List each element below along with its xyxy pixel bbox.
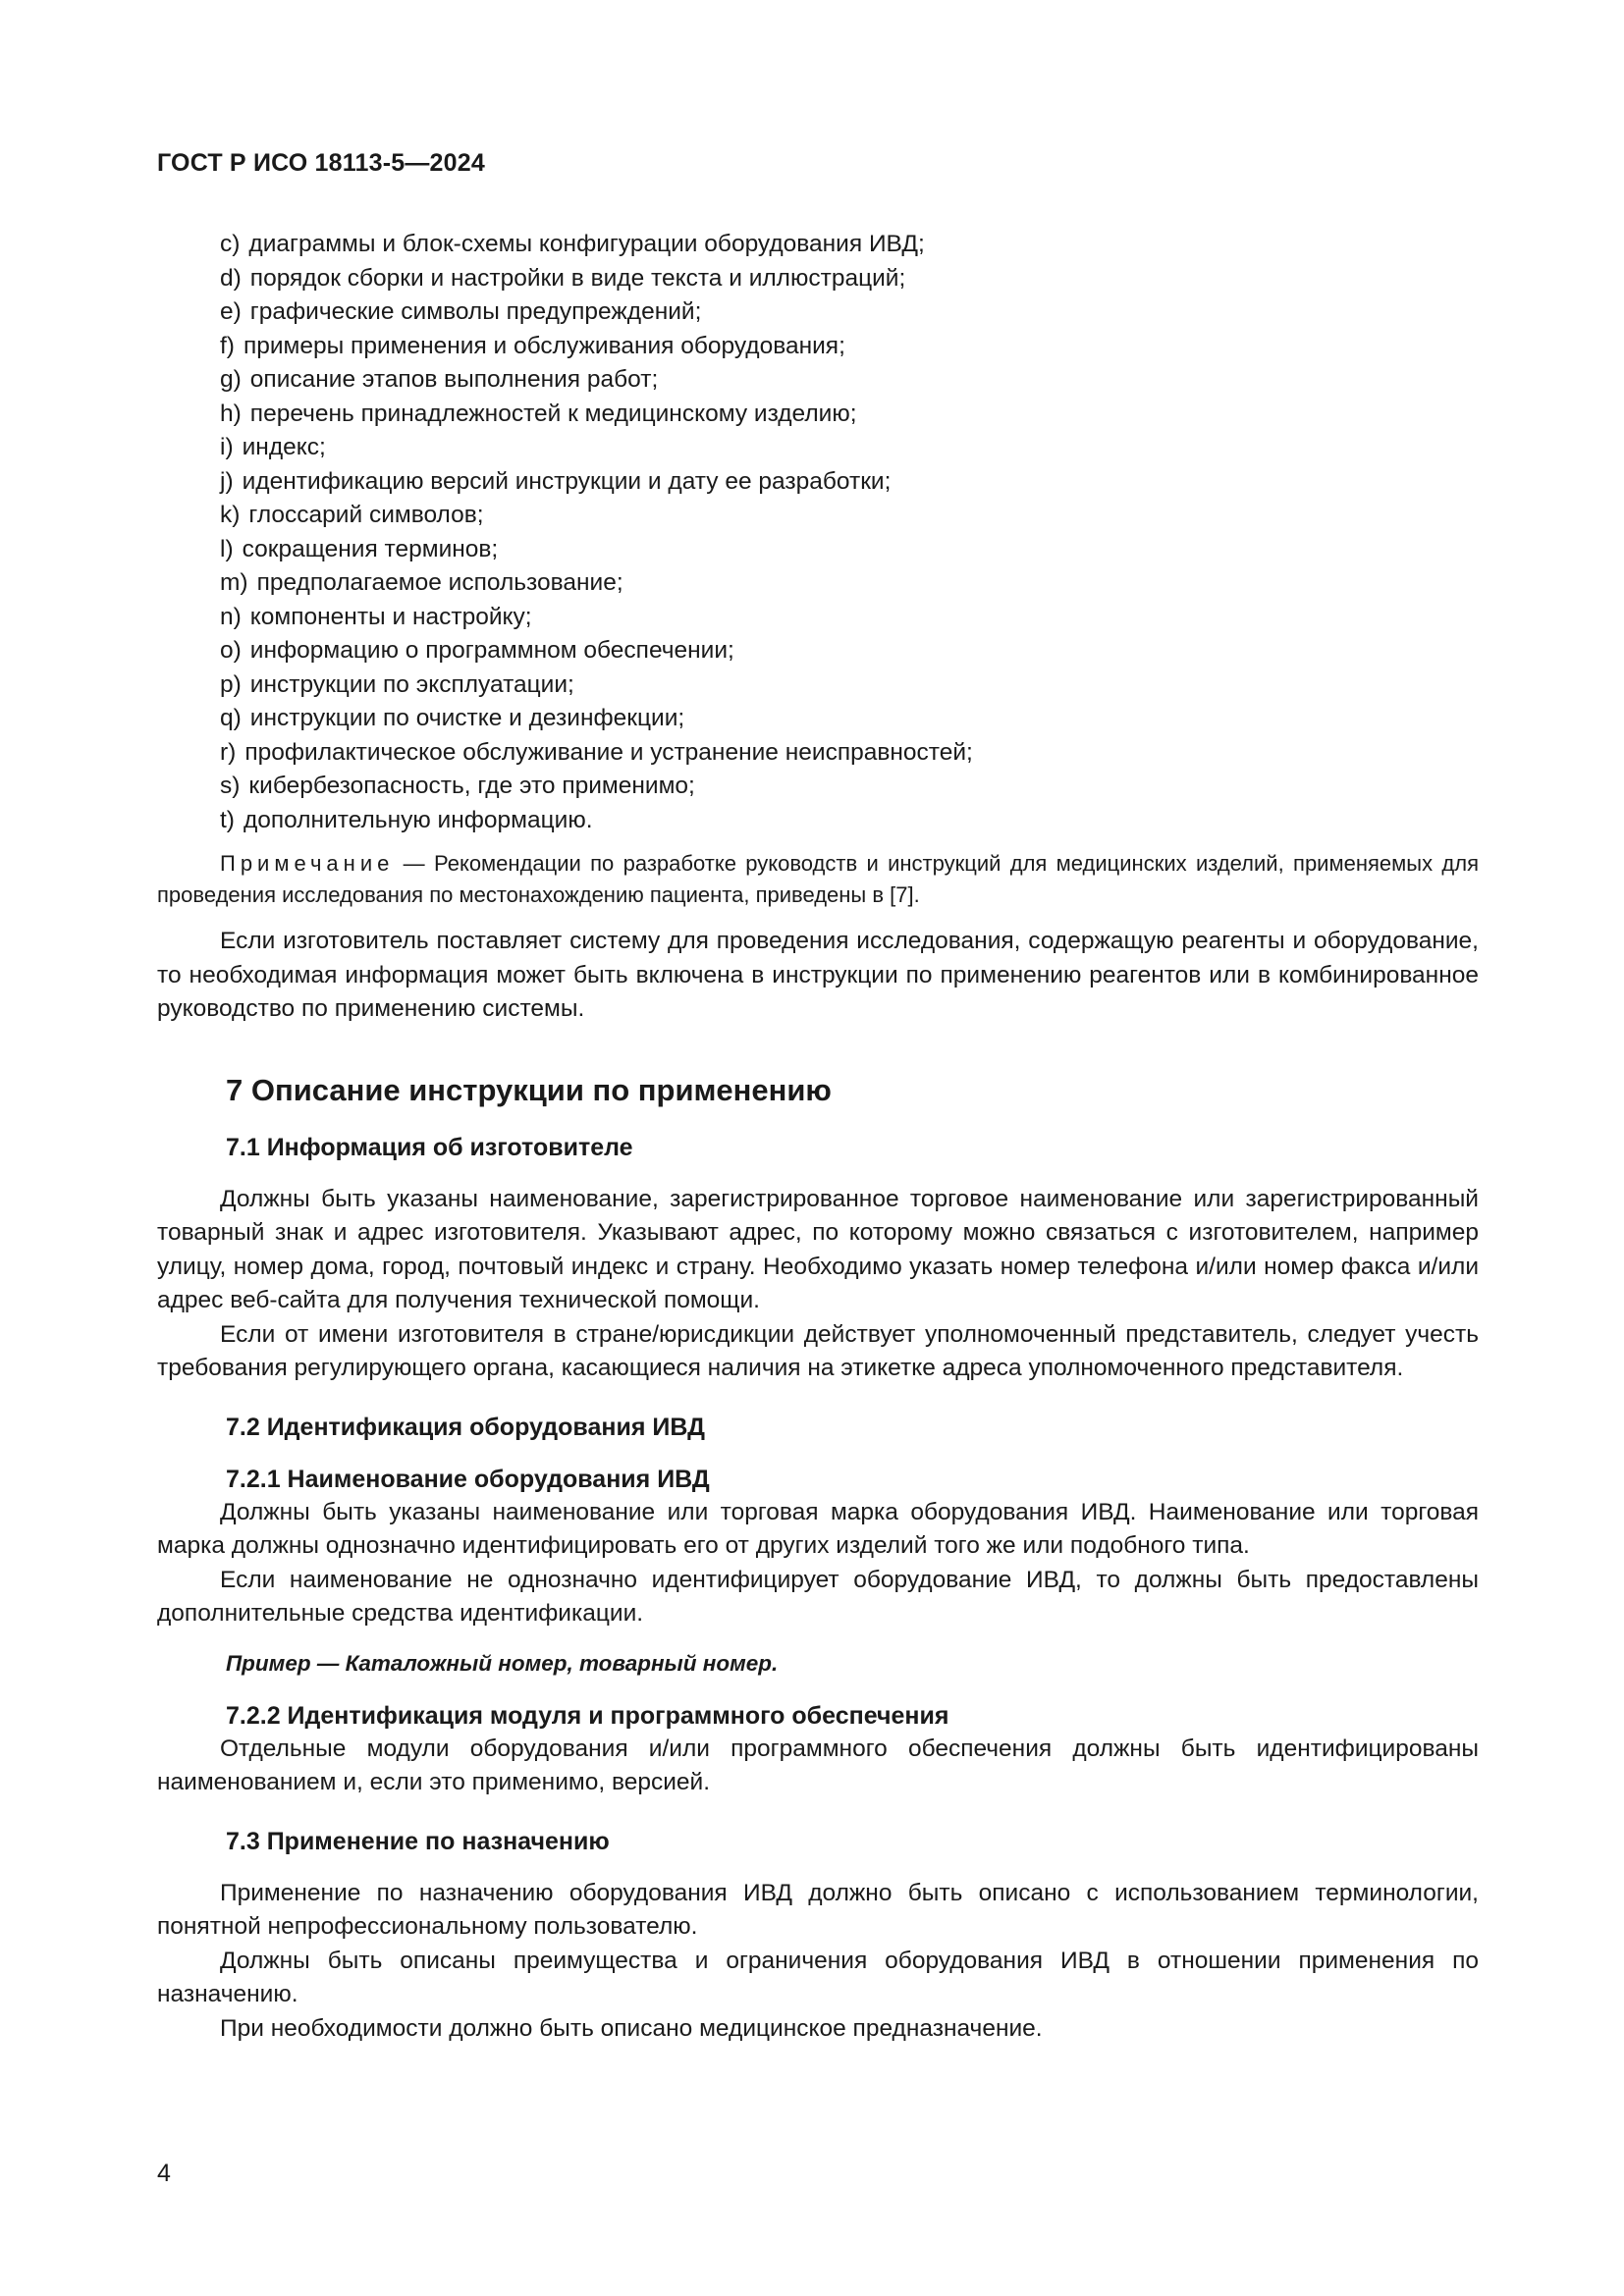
- list-item: [220, 398, 1479, 432]
- list-marker: k): [220, 502, 241, 528]
- list-marker: m): [220, 569, 248, 596]
- list-item: [220, 533, 1479, 567]
- list-item: [220, 363, 1479, 398]
- section-7-heading: 7 Описание инструкции по применению: [226, 1072, 832, 1107]
- list-marker: h): [220, 400, 242, 427]
- note-text: — Рекомендации по разработке руководств и инструкций для медицинских изделий, применяемых для проведения исследования по местонахождению пациента, приведены в [7].: [157, 851, 1479, 907]
- list-item-text: диаграммы и блок-схемы конфигурации оборудования ИВД;: [248, 231, 925, 257]
- list-marker: g): [220, 366, 242, 393]
- list-item: [220, 770, 1479, 804]
- list-marker: i): [220, 434, 234, 460]
- list-item: [220, 499, 1479, 533]
- list-item-text: описание этапов выполнения работ;: [249, 366, 659, 393]
- list-item-text: инструкции по эксплуатации;: [249, 670, 574, 698]
- list-item-text: кибербезопасность, где это применимо;: [248, 773, 695, 799]
- list-item: [220, 566, 1479, 601]
- section-7-3-paragraph-1: Применение по назначению оборудования ИВД должно быть описано с использованием терминологии, понятной непрофессиональному пользователю.: [157, 1879, 1479, 1940]
- list-marker: s): [220, 773, 241, 799]
- list-marker: n): [220, 603, 242, 630]
- section-7-2-heading: 7.2 Идентификация оборудования ИВД: [226, 1413, 705, 1441]
- page-number: 4: [157, 2160, 171, 2187]
- section-7-2-1-paragraph-1: Должны быть указаны наименование или торговая марка оборудования ИВД. Наименование или торговая марка должны однозначно идентифицировать его от других изделий того же или подобного типа.: [157, 1498, 1479, 1559]
- list-item: [220, 431, 1479, 465]
- list-item-text: индекс;: [242, 434, 326, 460]
- list-item: [220, 465, 1479, 500]
- list-marker: o): [220, 637, 242, 664]
- list-item-text: примеры применения и обслуживания оборудования;: [243, 332, 845, 359]
- section-7-2-2-heading: 7.2.2 Идентификация модуля и программного обеспечения: [226, 1701, 949, 1730]
- list-marker: l): [220, 535, 234, 562]
- note: [157, 848, 1479, 911]
- list-item: [220, 295, 1479, 330]
- list-marker: t): [220, 806, 235, 833]
- list-marker: r): [220, 738, 237, 766]
- list-item: [220, 330, 1479, 364]
- list-marker: p): [220, 670, 242, 698]
- list-item-text: информацию о программном обеспечении;: [249, 637, 734, 664]
- section-7-3-paragraph-3: При необходимости должно быть описано медицинское предназначение.: [220, 2014, 1043, 2042]
- section-7-3-heading: 7.3 Применение по назначению: [226, 1827, 610, 1855]
- standard-header: ГОСТ Р ИСО 18113-5—2024: [157, 149, 485, 177]
- example-note: Пример — Каталожный номер, товарный номер.: [226, 1650, 779, 1676]
- list-item-text: графические символы предупреждений;: [249, 298, 702, 325]
- list-item-text: порядок сборки и настройки в виде текста и иллюстраций;: [249, 264, 906, 292]
- list-marker: q): [220, 705, 242, 731]
- section-7-2-1-heading: 7.2.1 Наименование оборудования ИВД: [226, 1465, 710, 1493]
- section-7-3-paragraph-2: Должны быть описаны преимущества и ограничения оборудования ИВД в отношении применения по назначению.: [157, 1947, 1479, 2007]
- list-item-text: компоненты и настройку;: [249, 603, 532, 630]
- list-item: [220, 668, 1479, 703]
- list-item: [220, 262, 1479, 296]
- section-7-1-heading: 7.1 Информация об изготовителе: [226, 1133, 633, 1161]
- section-7-1-paragraph-2: Если от имени изготовителя в стране/юрисдикции действует уполномоченный представитель, следует учесть требования регулирующего органа, касающиеся наличия на этикетке адреса уполномоченного представителя.: [157, 1320, 1479, 1381]
- list-item: [220, 601, 1479, 635]
- list-marker: d): [220, 264, 242, 292]
- list-item-text: глоссарий символов;: [248, 502, 484, 528]
- page-content: [157, 228, 1479, 2046]
- requirements-list: [157, 228, 1479, 837]
- list-marker: e): [220, 298, 242, 325]
- list-item: [220, 736, 1479, 771]
- list-item-text: перечень принадлежностей к медицинскому изделию;: [249, 400, 857, 427]
- list-item-text: сокращения терминов;: [242, 535, 499, 562]
- list-marker: c): [220, 231, 241, 257]
- list-item-text: предполагаемое использование;: [256, 569, 623, 596]
- list-item-text: инструкции по очистке и дезинфекции;: [249, 705, 685, 731]
- section-7-1-paragraph-1: Должны быть указаны наименование, зарегистрированное торговое наименование или зарегистрированный товарный знак и адрес изготовителя. Указывают адрес, по которому можно связаться с изготовителем, например улицу, номер дома, город, почтовый индекс и страну. Необходимо указать номер телефона и/или номер факса и/или адрес веб-сайта для получения технической помощи.: [157, 1185, 1479, 1313]
- paragraph-system: Если изготовитель поставляет систему для проведения исследования, содержащую реагенты и оборудование, то необходимая информация может быть включена в инструкции по применению реагентов или в комбинированное руководство по применению системы.: [157, 928, 1479, 1022]
- list-marker: j): [220, 467, 234, 495]
- list-item-text: дополнительную информацию.: [243, 806, 593, 833]
- list-item: [220, 228, 1479, 262]
- list-item-text: профилактическое обслуживание и устранение неисправностей;: [244, 738, 973, 766]
- list-marker: f): [220, 332, 235, 359]
- section-7-2-2-paragraph-1: Отдельные модули оборудования и/или программного обеспечения должны быть идентифицированы наименованием и, если это применимо, версией.: [157, 1735, 1479, 1795]
- note-label: Примечание: [220, 851, 395, 876]
- list-item: [220, 702, 1479, 736]
- section-7-2-1-paragraph-2: Если наименование не однозначно идентифицирует оборудование ИВД, то должны быть предоставлены дополнительные средства идентификации.: [157, 1566, 1479, 1627]
- list-item: [220, 804, 1479, 838]
- list-item: [220, 634, 1479, 668]
- list-item-text: идентификацию версий инструкции и дату ее разработки;: [242, 467, 892, 495]
